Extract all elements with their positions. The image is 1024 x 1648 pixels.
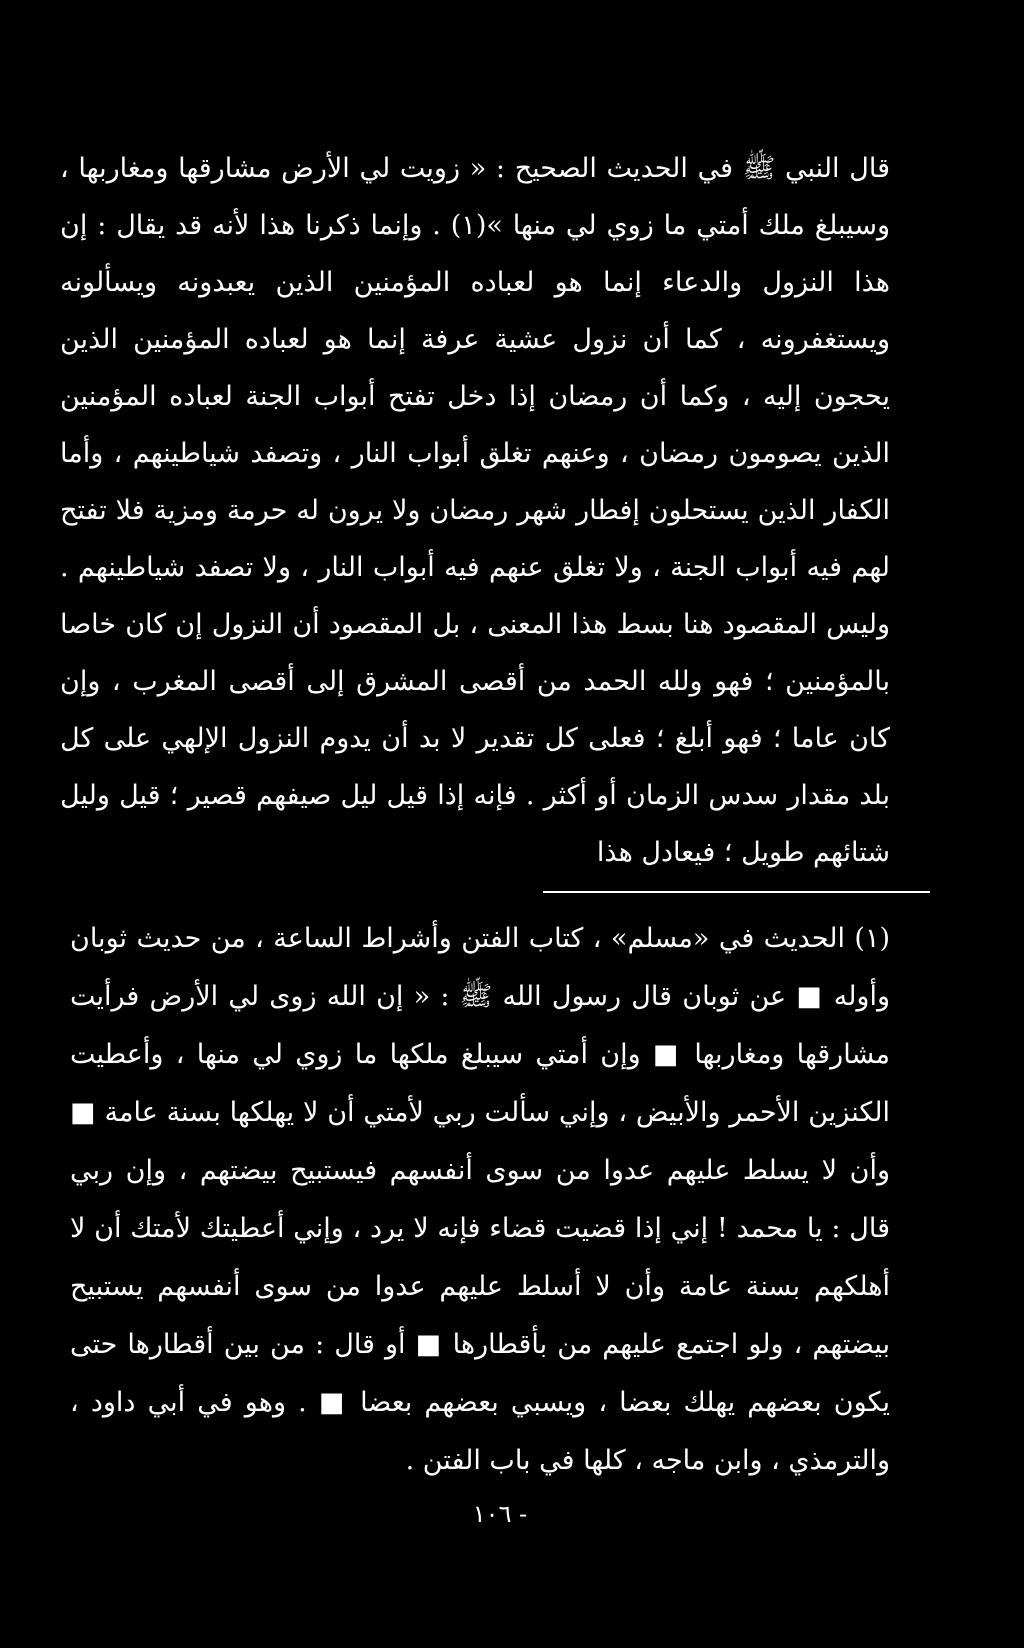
footnote-divider bbox=[543, 891, 930, 893]
page-body bbox=[60, 140, 890, 881]
page-number: - ١٠٦ bbox=[472, 1500, 528, 1528]
main-text: قال النبي ﷺ في الحديث الصحيح : « زويت لي الأرض مشارقها ومغاربها ، وسيبلغ ملك أمتي ما زوي لي منها »(١) . وإنما ذكرنا هذا لأنه قد يقال : إن هذا النزول والدعاء إنما هو لعباده المؤمنين الذين يعبدونه ويسألونه ويستغفرونه ، كما أن نزول عشية عرفة إنما هو لعباده المؤمنين الذين يحجون إليه ، وكما أن رمضان إذا دخل تفتح أبواب الجنة لعباده المؤمنين الذين يصومون رمضان ، وعنهم تغلق أبواب النار ، وتصفد شياطينهم ، وأما الكفار الذين يستحلون إفطار شهر رمضان ولا يرون له حرمة ومزية فلا تفتح لهم فيه أبواب الجنة ، ولا تغلق عنهم فيه أبواب النار ، ولا تصفد شياطينهم . وليس المقصود هنا بسط هذا المعنى ، بل المقصود أن النزول إن كان خاصا بالمؤمنين ؛ فهو ولله الحمد من أقصى المشرق إلى أقصى المغرب ، وإن كان عاما ؛ فهو أبلغ ؛ فعلى كل تقدير لا بد أن يدوم النزول الإلهي على كل بلد مقدار سدس الزمان أو أكثر . فإنه إذا قيل ليل صيفهم قصير ؛ قيل وليل شتائهم طويل ؛ فيعادل هذا bbox=[60, 153, 890, 868]
footnote-text: (١) الحديث في «مسلم» ، كتاب الفتن وأشراط الساعة ، من حديث ثوبان وأوله ■ عن ثوبان قال رسول الله ﷺ : « إن الله زوى لي الأرض فرأيت مشارقها ومغاربها ■ وإن أمتي سيبلغ ملكها ما زوي لي منها ، وأعطيت الكنزين الأحمر والأبيض ، وإني سألت ربي لأمتي أن لا يهلكها بسنة عامة ■ وأن لا يسلط عليهم عدوا من سوى أنفسهم فيستبيح بيضتهم ، وإن ربي قال : يا محمد ! إني إذا قضيت قضاء فإنه لا يرد ، وإني أعطيتك لأمتك أن لا أهلكهم بسنة عامة وأن لا أسلط عليهم عدوا من سوى أنفسهم يستبيح بيضتهم ، ولو اجتمع عليهم من بأقطارها ■ أو قال : من بين أقطارها حتى يكون بعضهم يهلك بعضا ، ويسبي بعضهم بعضا ■ . وهو في أبي داود ، والترمذي ، وابن ماجه ، كلها في باب الفتن . bbox=[70, 923, 890, 1476]
